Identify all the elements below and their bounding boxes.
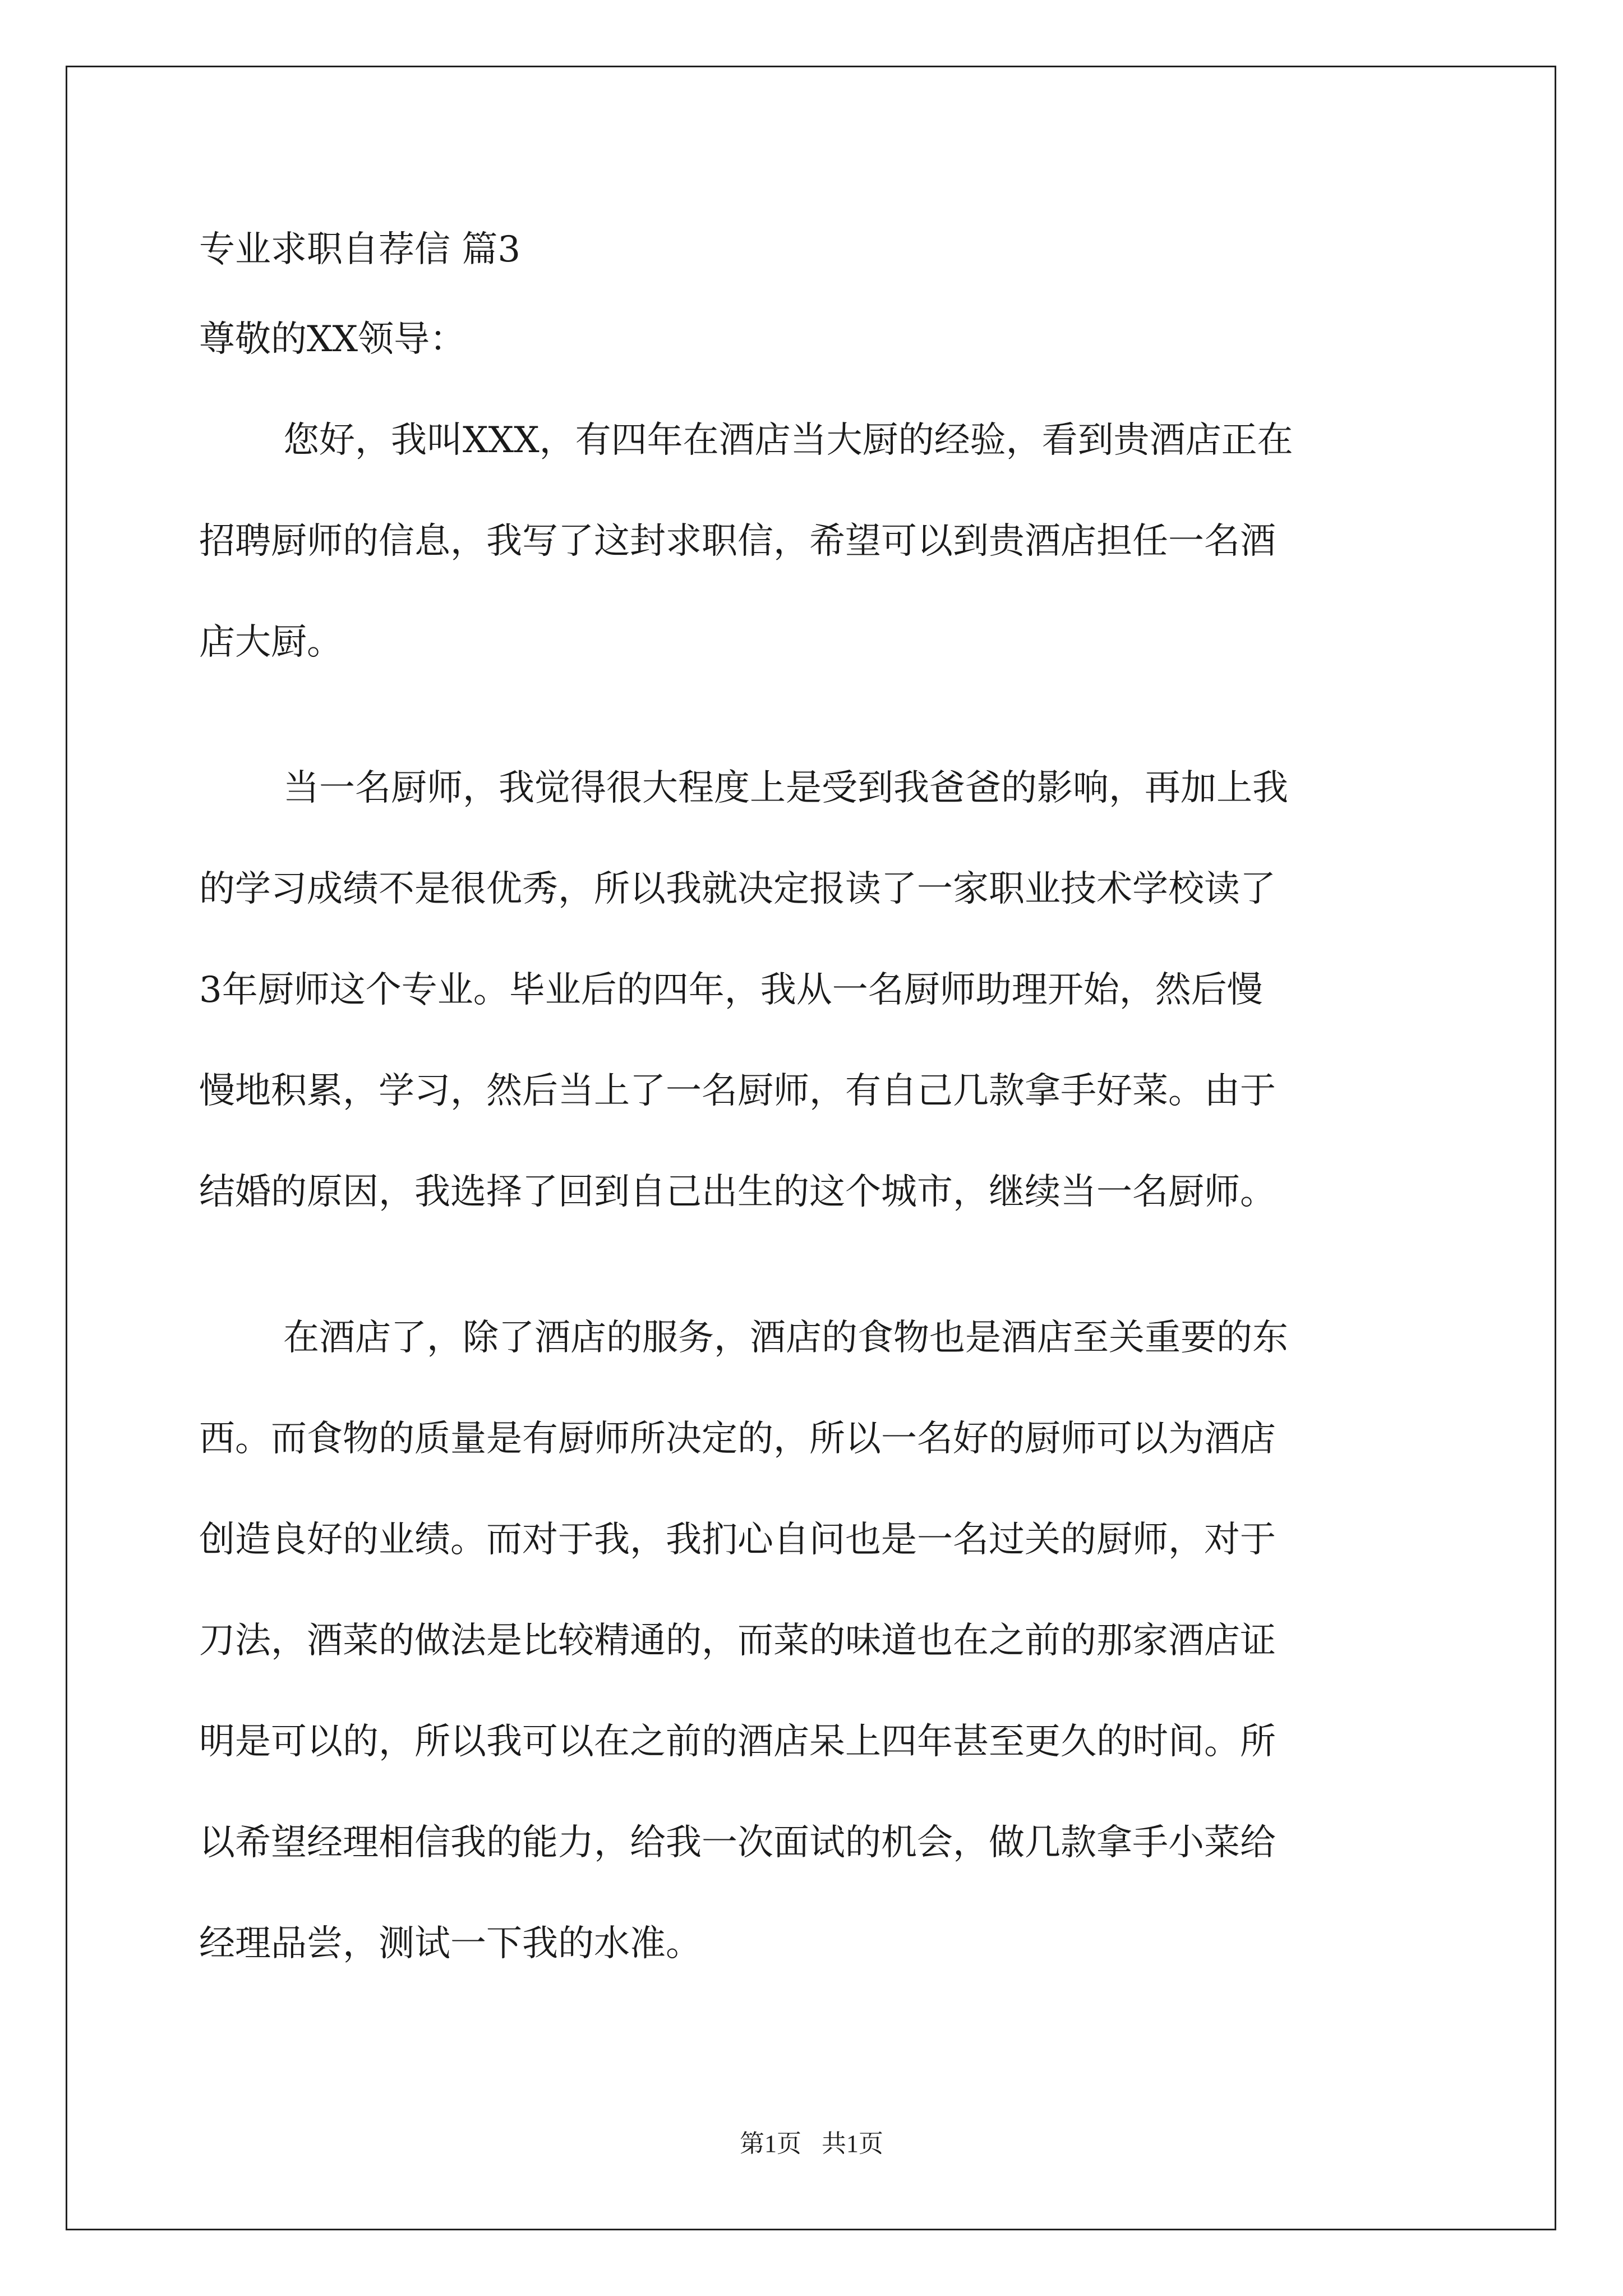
- paragraph-3-line-6: 以希望经理相信我的能力，给我一次面试的机会，做几款拿手小菜给: [199, 1822, 1276, 1864]
- paragraph-3-line-4: 刀法，酒菜的做法是比较精通的，而菜的味道也在之前的那家酒店证: [199, 1620, 1276, 1662]
- paragraph-2-line-1: 当一名厨师，我觉得很大程度上是受到我爸爸的影响，再加上我: [283, 767, 1288, 809]
- paragraph-2-line-4: 慢地积累，学习，然后当上了一名厨师，有自己几款拿手好菜。由于: [199, 1070, 1276, 1112]
- paragraph-3-line-1: 在酒店了，除了酒店的服务，酒店的食物也是酒店至关重要的东: [283, 1317, 1288, 1359]
- page-total: 共1页: [822, 2130, 883, 2157]
- paragraph-3-line-2: 西。而食物的质量是有厨师所决定的，所以一名好的厨师可以为酒店: [199, 1418, 1276, 1460]
- paragraph-3-line-7: 经理品尝，测试一下我的水准。: [199, 1923, 702, 1964]
- paragraph-1-line-3: 店大厨。: [199, 622, 343, 663]
- page-footer: [0, 2128, 1623, 2160]
- paragraph-1-line-2: 招聘厨师的信息，我写了这封求职信，希望可以到贵酒店担任一名酒: [199, 521, 1276, 562]
- paragraph-3-line-3: 创造良好的业绩。而对于我，我扪心自问也是一名过关的厨师，对于: [199, 1519, 1276, 1561]
- paragraph-2-line-2: 的学习成绩不是很优秀，所以我就决定报读了一家职业技术学校读了: [199, 868, 1276, 910]
- paragraph-2-line-3: 3年厨师这个专业。毕业后的四年，我从一名厨师助理开始，然后慢: [199, 969, 1263, 1011]
- paragraph-3-line-5: 明是可以的，所以我可以在之前的酒店呆上四年甚至更久的时间。所: [199, 1721, 1276, 1763]
- letter-salutation: 尊敬的XX领导：: [199, 319, 466, 360]
- paragraph-2-line-5: 结婚的原因，我选择了回到自己出生的这个城市，继续当一名厨师。: [199, 1171, 1276, 1213]
- page-number: 第1页: [740, 2130, 801, 2157]
- letter-title: 专业求职自荐信 篇3: [199, 229, 521, 270]
- paragraph-1-line-1: 您好，我叫XXX，有四年在酒店当大厨的经验，看到贵酒店正在: [283, 420, 1293, 461]
- page-border: [66, 66, 1556, 2230]
